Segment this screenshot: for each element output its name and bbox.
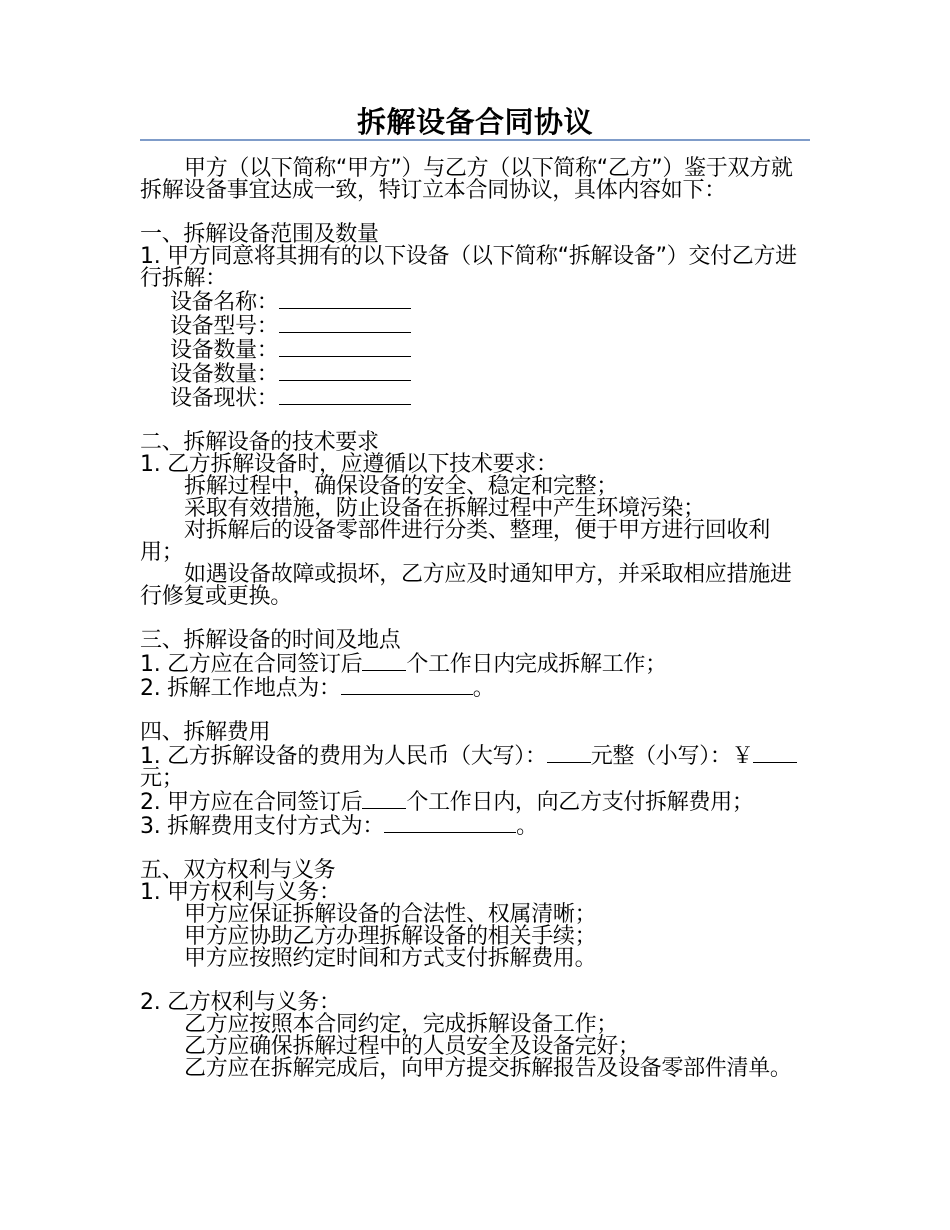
party-a-point: 甲方应保证拆解设备的合法性、权属清晰； — [184, 902, 597, 927]
fill-blank[interactable] — [362, 652, 406, 671]
field-row — [140, 362, 810, 386]
field-label: 设备现状： — [170, 386, 279, 411]
field-row — [140, 386, 810, 410]
section-3-item-1: 1. 乙方应在合同签订后 个工作日内完成拆解工作； — [140, 652, 667, 677]
section-4-item-1: 1. 乙方拆解设备的费用为人民币（大写）： 元整（小写）：￥元； — [140, 744, 810, 790]
fill-blank[interactable] — [362, 790, 406, 809]
section-4-item-2: 2. 甲方应在合同签订后 个工作日内，向乙方支付拆解费用； — [140, 790, 754, 815]
field-row — [140, 338, 810, 362]
section-1-heading: 一、拆解设备范围及数量 — [140, 222, 379, 247]
requirement-point: 拆解过程中，确保设备的安全、稳定和完整； — [184, 474, 619, 499]
field-label: 设备名称： — [170, 290, 279, 315]
title-underline — [140, 139, 810, 141]
intro-paragraph: 甲方（以下简称“甲方”）与乙方（以下简称“乙方”）鉴于双方就拆解设备事宜达成一致，特订立本合同协议，具体内容如下： — [140, 156, 793, 203]
section-5-heading: 五、双方权利与义务 — [140, 858, 336, 883]
field-row — [140, 314, 810, 338]
section-2-item-1: 1. 乙方拆解设备时，应遵循以下技术要求： — [140, 452, 558, 477]
requirement-point: 如遇设备故障或损坏，乙方应及时通知甲方，并采取相应措施进行修复或更换。 — [140, 562, 792, 609]
party-a-heading: 1. 甲方权利与义务： — [140, 880, 341, 905]
section-4-item-3: 3. 拆解费用支付方式为： 。 — [140, 814, 538, 839]
field-label: 设备数量： — [170, 338, 279, 363]
party-b-heading: 2. 乙方权利与义务： — [140, 990, 341, 1015]
party-b-point: 乙方应在拆解完成后，向甲方提交拆解报告及设备零部件清单。 — [184, 1056, 792, 1081]
requirement-point: 对拆解后的设备零部件进行分类、整理，便于甲方进行回收利用； — [140, 518, 770, 565]
section-3-heading: 三、拆解设备的时间及地点 — [140, 628, 401, 653]
fill-blank[interactable] — [279, 386, 411, 405]
field-label: 设备数量： — [170, 362, 279, 387]
party-b-point: 乙方应确保拆解过程中的人员安全及设备完好； — [184, 1034, 640, 1059]
fill-blank[interactable] — [279, 314, 411, 333]
section-1-item-1: 1. 甲方同意将其拥有的以下设备（以下简称“拆解设备”）交付乙方进行拆解： — [140, 244, 797, 291]
fill-blank[interactable] — [547, 744, 591, 763]
field-row — [140, 290, 810, 314]
section-2-heading: 二、拆解设备的技术要求 — [140, 430, 379, 455]
contract-body — [140, 158, 810, 1080]
section-3-item-2: 2. 拆解工作地点为： 。 — [140, 676, 495, 701]
fill-blank[interactable] — [753, 744, 797, 763]
party-b-point: 乙方应按照本合同约定，完成拆解设备工作； — [184, 1012, 619, 1037]
document-title: 拆解设备合同协议 — [356, 105, 593, 139]
fill-blank[interactable] — [384, 814, 516, 833]
requirement-point: 采取有效措施，防止设备在拆解过程中产生环境污染； — [184, 496, 705, 521]
section-4-heading: 四、拆解费用 — [140, 720, 271, 745]
fill-blank[interactable] — [279, 362, 411, 381]
fill-blank[interactable] — [279, 290, 411, 309]
fill-blank[interactable] — [341, 676, 473, 695]
party-a-point: 甲方应协助乙方办理拆解设备的相关手续； — [184, 924, 597, 949]
party-a-point: 甲方应按照约定时间和方式支付拆解费用。 — [184, 946, 597, 971]
field-label: 设备型号： — [170, 314, 279, 339]
fill-blank[interactable] — [279, 338, 411, 357]
